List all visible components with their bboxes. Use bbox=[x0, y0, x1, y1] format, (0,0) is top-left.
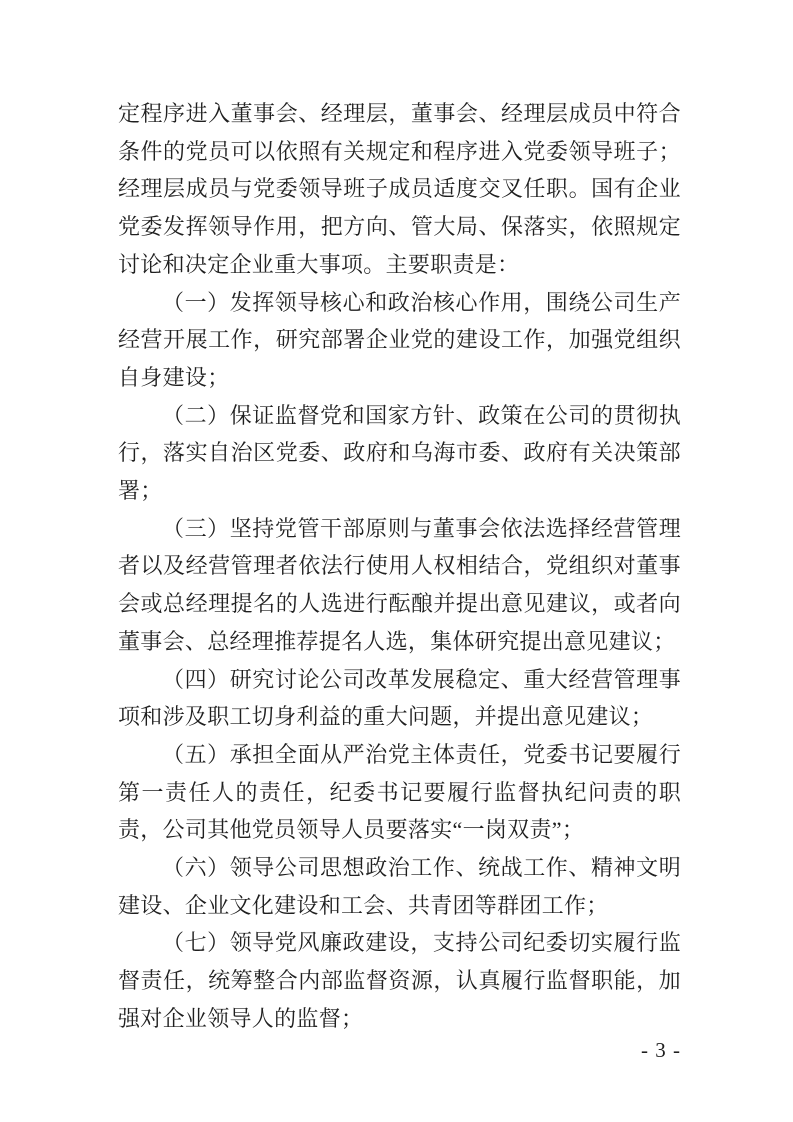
page-number: - 3 - bbox=[641, 1038, 681, 1062]
paragraph-continuation: 定程序进入董事会、经理层，董事会、经理层成员中符合条件的党员可以依照有关规定和程序进入党委领导班子；经理层成员与党委领导班子成员适度交叉任职。国有企业党委发挥领导作用，把方向、管大局、保落实，依照规定讨论和决定企业重大事项。主要职责是： bbox=[118, 101, 681, 277]
paragraph-item-5: （五）承担全面从严治党主体责任，党委书记要履行第一责任人的责任，纪委书记要履行监督执纪问责的职责，公司其他党员领导人员要落实“一岗双责”； bbox=[118, 741, 681, 843]
paragraph-item-3: （三）坚持党管干部原则与董事会依法选择经营管理者以及经营管理者依法行使用人权相结合，党组织对董事会或总经理提名的人选进行酝酿并提出意见建议，或者向董事会、总经理推荐提名人选，集体研究提出意见建议； bbox=[118, 515, 681, 654]
paragraph-item-1: （一）发挥领导核心和政治核心作用，围绕公司生产经营开展工作，研究部署企业党的建设工作，加强党组织自身建设； bbox=[118, 289, 681, 390]
paragraph-item-7: （七）领导党风廉政建设，支持公司纪委切实履行监督责任，统筹整合内部监督资源，认真履行监督职能，加强对企业领导人的监督； bbox=[118, 930, 681, 1031]
paragraph-item-2: （二）保证监督党和国家方针、政策在公司的贯彻执行，落实自治区党委、政府和乌海市委、政府有关决策部署； bbox=[118, 402, 681, 504]
paragraph-item-6: （六）领导公司思想政治工作、统战工作、精神文明建设、企业文化建设和工会、共青团等群团工作； bbox=[118, 855, 681, 918]
document-body bbox=[118, 95, 681, 1038]
paragraph-item-4: （四）研究讨论公司改革发展稳定、重大经营管理事项和涉及职工切身利益的重大问题，并提出意见建议； bbox=[118, 666, 681, 730]
